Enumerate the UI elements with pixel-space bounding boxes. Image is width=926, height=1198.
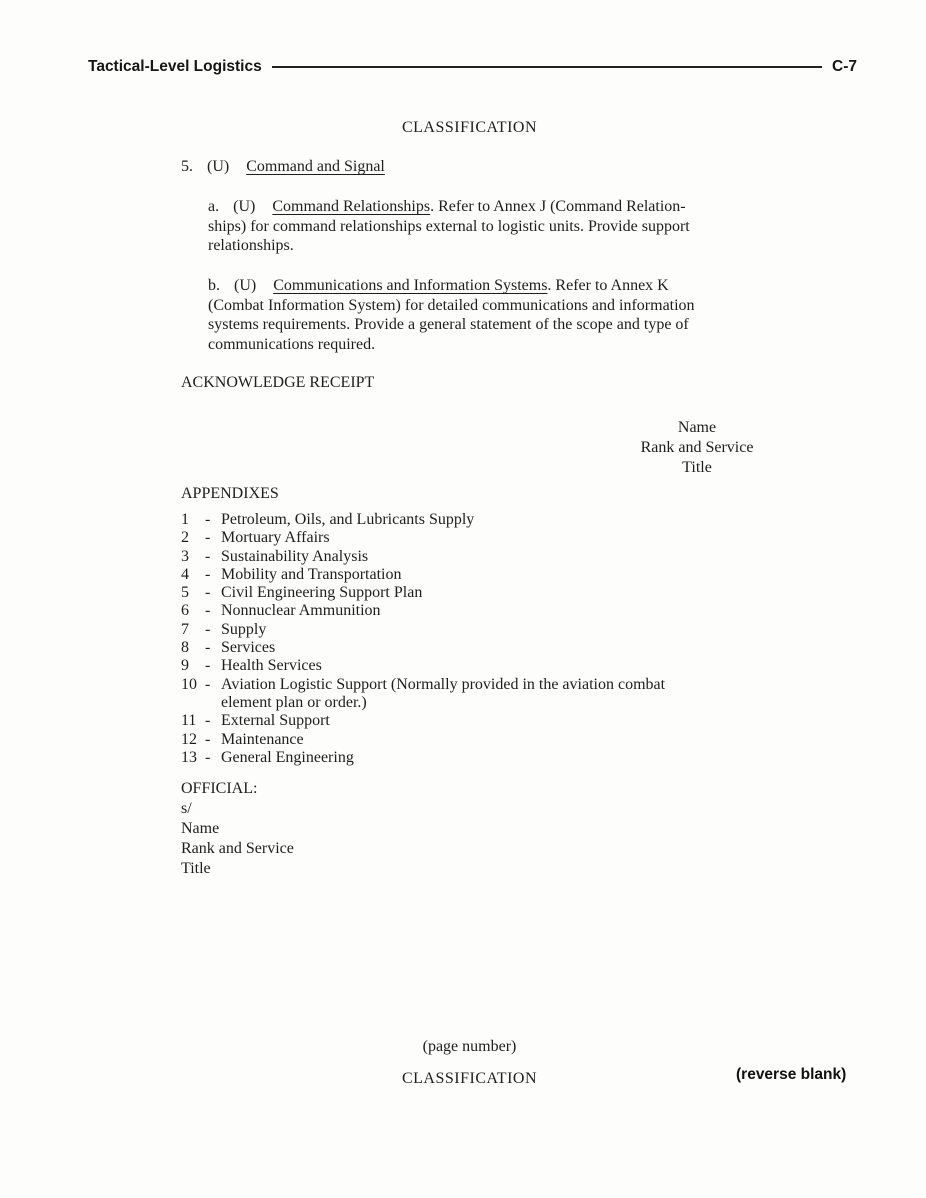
item-number: 9 [181, 657, 189, 675]
header-title: Tactical-Level Logistics [88, 58, 262, 75]
item-text: Nonnuclear Ammunition [221, 602, 381, 620]
signature-block [587, 418, 807, 478]
paragraph-b-label: b. [208, 277, 220, 294]
page-header [88, 58, 857, 76]
official-signature-slash: s/ [181, 800, 192, 817]
item-dash: - [205, 712, 211, 730]
item-dash: - [205, 529, 211, 547]
paragraph-a-marking: (U) [233, 198, 256, 215]
reverse-blank-note: (reverse blank) [736, 1066, 847, 1083]
item-number: 8 [181, 639, 189, 657]
official-name: Name [181, 820, 220, 837]
acknowledge-receipt: ACKNOWLEDGE RECEIPT [181, 374, 375, 391]
paragraph-a-label: a. [208, 198, 220, 215]
paragraph-a-line-2: ships) for command relationships external to logistic units. Provide support [208, 217, 690, 235]
footer-page-number: (page number) [422, 1038, 517, 1055]
paragraph-a-line1-rest: . Refer to Annex J (Command Relation- [430, 198, 686, 215]
item-number: 2 [181, 529, 189, 547]
paragraph-b-line-2: (Combat Information System) for detailed communications and information [208, 296, 695, 314]
section-5-number: 5. [181, 158, 193, 175]
item-number: 11 [181, 712, 197, 730]
item-text-continued: element plan or order.) [221, 693, 367, 711]
item-number: 4 [181, 565, 189, 583]
item-text: Petroleum, Oils, and Lubricants Supply [221, 511, 475, 528]
item-text: Mobility and Transportation [221, 565, 402, 583]
list-item [181, 712, 665, 730]
classification-banner-bottom: CLASSIFICATION [401, 1070, 537, 1087]
header-rule [272, 66, 822, 68]
list-item [181, 584, 665, 602]
item-number: 5 [181, 584, 189, 602]
item-text: Civil Engineering Support Plan [221, 584, 423, 602]
item-text: Health Services [221, 657, 322, 675]
item-dash: - [205, 730, 211, 748]
item-number: 13 [181, 748, 197, 766]
list-item [181, 566, 665, 584]
official-block [181, 779, 294, 879]
signature-title: Title [682, 459, 712, 476]
appendixes-heading: APPENDIXES [181, 485, 279, 502]
paragraph-a-title: Command Relationships [272, 198, 431, 215]
item-text: General Engineering [221, 748, 354, 766]
paragraph-a-line-3: relationships. [208, 237, 294, 255]
item-dash: - [205, 547, 211, 565]
classification-banner-top: CLASSIFICATION [401, 119, 537, 136]
list-item [181, 529, 665, 547]
official-rank: Rank and Service [181, 840, 294, 857]
item-text: Maintenance [221, 730, 304, 748]
item-text: Sustainability Analysis [221, 547, 369, 565]
paragraph-b-title: Communications and Information Systems [273, 277, 548, 294]
item-text: Aviation Logistic Support (Normally provided in the aviation combat [221, 675, 666, 693]
item-text: External Support [221, 712, 330, 730]
item-number: 12 [181, 730, 197, 748]
list-item [181, 548, 665, 566]
paragraph-b-line1-rest: . Refer to Annex K [547, 277, 669, 294]
item-number: 10 [181, 675, 197, 693]
appendixes-list [181, 511, 665, 767]
item-dash: - [205, 602, 211, 620]
list-item [181, 676, 665, 713]
paragraph-b [208, 276, 808, 354]
item-dash: - [205, 620, 211, 638]
item-dash: - [205, 675, 211, 693]
item-dash: - [205, 657, 211, 675]
official-heading: OFFICIAL: [181, 780, 258, 797]
list-item [181, 731, 665, 749]
item-text: Mortuary Affairs [221, 529, 330, 547]
signature-name: Name [677, 419, 717, 436]
list-item [181, 602, 665, 620]
paragraph-b-marking: (U) [234, 277, 257, 294]
header-page-ref: C-7 [832, 58, 857, 75]
section-5-title: Command and Signal [246, 158, 385, 175]
item-text: Services [221, 639, 276, 657]
item-number: 7 [181, 620, 189, 638]
item-dash: - [205, 639, 211, 657]
item-dash: - [205, 565, 211, 583]
list-item [181, 511, 665, 529]
item-number: 3 [181, 547, 189, 565]
item-number: 6 [181, 602, 189, 620]
signature-rank: Rank and Service [640, 439, 754, 456]
item-text: Supply [221, 620, 267, 638]
list-item [181, 639, 665, 657]
list-item [181, 749, 665, 767]
item-dash: - [205, 748, 211, 766]
item-dash: - [205, 584, 211, 602]
paragraph-a [208, 197, 808, 256]
paragraph-b-line-3: systems requirements. Provide a general statement of the scope and type of [208, 316, 689, 334]
list-item [181, 657, 665, 675]
list-item [181, 621, 665, 639]
item-number: 1 [181, 511, 189, 528]
official-title: Title [181, 860, 211, 877]
paragraph-b-line-1 [208, 276, 808, 296]
paragraph-b-line-4: communications required. [208, 335, 376, 353]
section-5-heading [181, 158, 385, 176]
paragraph-a-line-1 [208, 197, 808, 217]
item-dash: - [205, 511, 211, 528]
section-5-marking: (U) [207, 158, 230, 175]
